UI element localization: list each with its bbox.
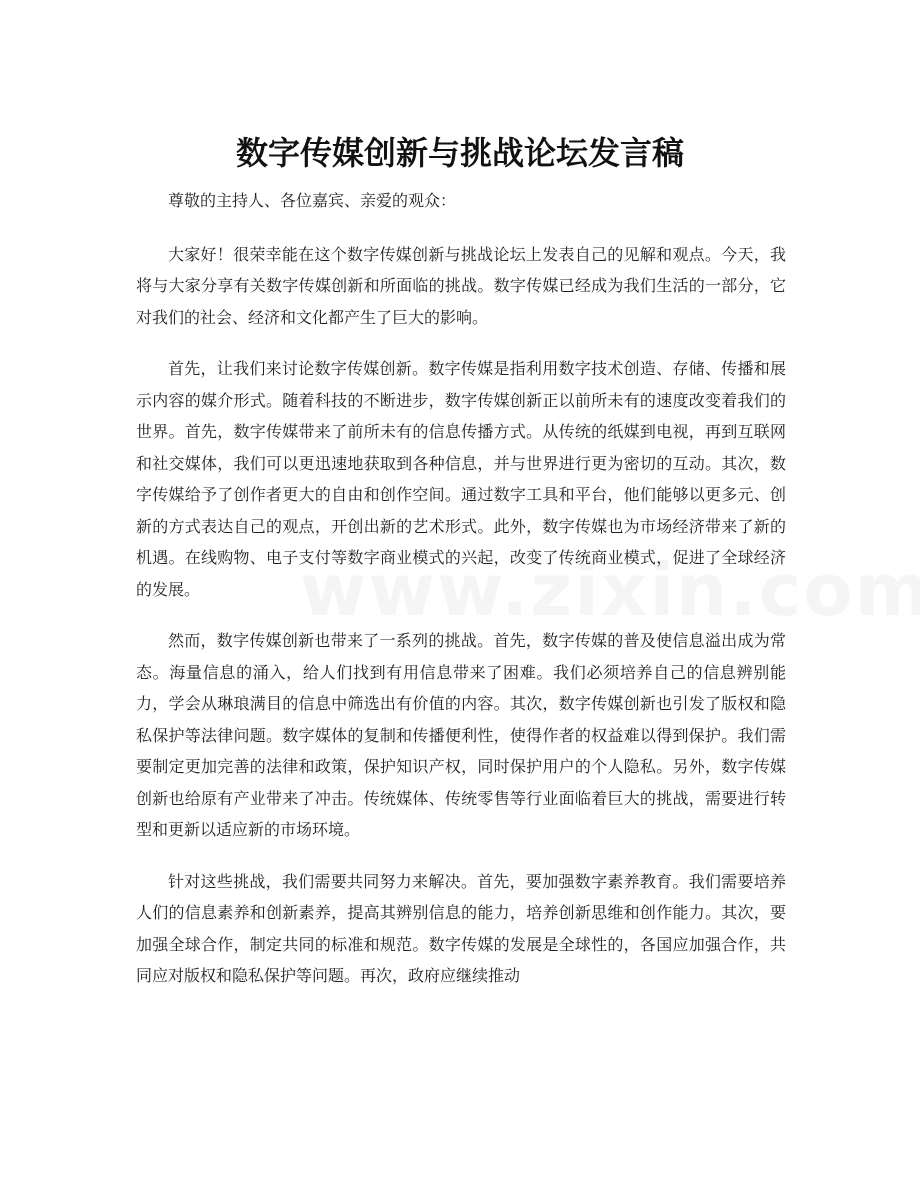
paragraph-greeting: 尊敬的主持人、各位嘉宾、亲爱的观众：	[168, 191, 457, 210]
document-body	[136, 185, 786, 1012]
paragraph-solutions: 针对这些挑战，我们需要共同努力来解决。首先，要加强数字素养教育。我们需要培养人们的信息素养和创新素养，提高其辨别信息的能力，培养创新思维和创作能力。其次，要加强全球合作，制定共同的标准和规范。数字传媒的发展是全球性的，各国应加强合作，共同应对版权和隐私保护等问题。再次，政府应继续推动	[136, 871, 786, 985]
paragraph-intro: 大家好！很荣幸能在这个数字传媒创新与挑战论坛上发表自己的见解和观点。今天，我将与大家分享有关数字传媒创新和所面临的挑战。数字传媒已经成为我们生活的一部分，它对我们的社会、经济和文化都产生了巨大的影响。	[136, 244, 786, 327]
document-title: 数字传媒创新与挑战论坛发言稿	[235, 134, 684, 173]
paragraph-innovation: 首先，让我们来讨论数字传媒创新。数字传媒是指利用数字技术创造、存储、传播和展示内容的媒介形式。随着科技的不断进步，数字传媒创新正以前所未有的速度改变着我们的世界。首先，数字传媒带来了前所未有的信息传播方式。从传统的纸媒到电视，再到互联网和社交媒体，我们可以更迅速地获取到各种信息，并与世界进行更为密切的互动。其次，数字传媒给予了创作者更大的自由和创作空间。通过数字工具和平台，他们能够以更多元、创新的方式表达自己的观点，开创出新的艺术形式。此外，数字传媒也为市场经济带来了新的机遇。在线购物、电子支付等数字商业模式的兴起，改变了传统商业模式，促进了全球经济的发展。	[136, 359, 786, 599]
paragraph-challenges: 然而，数字传媒创新也带来了一系列的挑战。首先，数字传媒的普及使信息溢出成为常态。海量信息的涌入，给人们找到有用信息带来了困难。我们必须培养自己的信息辨别能力，学会从琳琅满目的信息中筛选出有价值的内容。其次，数字传媒创新也引发了版权和隐私保护等法律问题。数字媒体的复制和传播便利性，使得作者的权益难以得到保护。我们需要制定更加完善的法律和政策，保护知识产权，同时保护用户的个人隐私。另外，数字传媒创新也给原有产业带来了冲击。传统媒体、传统零售等行业面临着巨大的挑战，需要进行转型和更新以适应新的市场环境。	[136, 631, 786, 839]
